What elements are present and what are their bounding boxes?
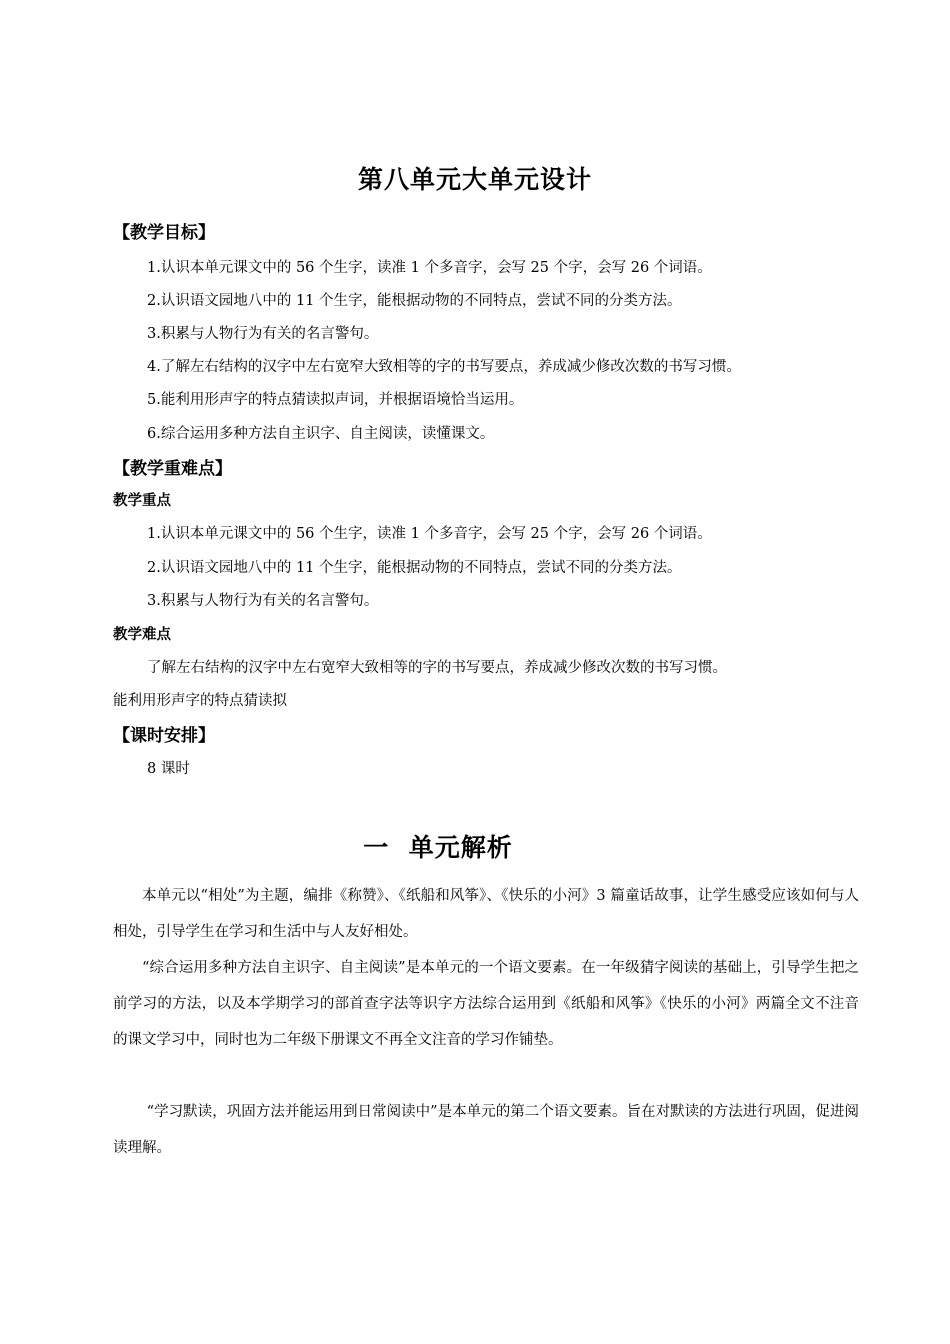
objectives-heading: 【教学目标】 [113, 223, 215, 243]
objective-item: 4.了解左右结构的汉字中左右宽窄大致相等的字的书写要点，养成减少修改次数的书写习惯。 [147, 359, 741, 375]
objective-item: 2.认识语文园地八中的 11 个生字，能根据动物的不同特点，尝试不同的分类方法。 [147, 293, 682, 309]
analysis-paragraph: 本单元以“相处”为主题，编排《称赞》、《纸船和风筝》、《快乐的小河》3 篇童话故事，让学生感受应该如何与人相处，引导学生在学习和生活中与人友好相处。 [113, 888, 859, 940]
focus-item: 3.积累与人物行为有关的名言警句。 [147, 593, 379, 609]
analysis-paragraph: “学习默读，巩固方法并能运用到日常阅读中”是本单元的第二个语文要素。旨在对默读的方法进行巩固，促进阅读理解。 [113, 1104, 859, 1156]
page-title: 第八单元大单元设计 [357, 165, 592, 194]
focus-item: 2.认识语文园地八中的 11 个生字，能根据动物的不同特点，尝试不同的分类方法。 [147, 560, 682, 576]
key-points-heading: 【教学重难点】 [113, 459, 232, 479]
schedule-heading: 【课时安排】 [113, 726, 215, 746]
objective-item: 3.积累与人物行为有关的名言警句。 [147, 326, 379, 342]
section-title: 一 单元解析 [363, 833, 513, 862]
focus-label: 教学重点 [113, 493, 171, 509]
schedule-value: 8 课时 [147, 761, 190, 777]
difficulty-label: 教学难点 [113, 627, 171, 643]
analysis-paragraph: “综合运用多种方法自主识字、自主阅读”是本单元的一个语文要素。在一年级猜字阅读的基础上，引导学生把之前学习的方法，以及本学期学习的部首查字法等识字方法综合运用到《纸船和风筝》《快乐的小河》两篇全文不注音的课文学习中，同时也为二年级下册课文不再全文注音的学习作铺垫。 [113, 960, 859, 1048]
objective-item: 1.认识本单元课文中的 56 个生字，读准 1 个多音字，会写 25 个字，会写 26 个词语。 [147, 260, 712, 276]
objective-item: 5.能利用形声字的特点猜读拟声词，并根据语境恰当运用。 [147, 392, 524, 408]
difficulty-line: 能利用形声字的特点猜读拟 [113, 693, 287, 709]
difficulty-line: 了解左右结构的汉字中左右宽窄大致相等的字的书写要点，养成减少修改次数的书写习惯。 [147, 660, 727, 676]
objective-item: 6.综合运用多种方法自主识字、自主阅读，读懂课文。 [147, 426, 495, 442]
focus-item: 1.认识本单元课文中的 56 个生字，读准 1 个多音字，会写 25 个字，会写 26 个词语。 [147, 526, 712, 542]
